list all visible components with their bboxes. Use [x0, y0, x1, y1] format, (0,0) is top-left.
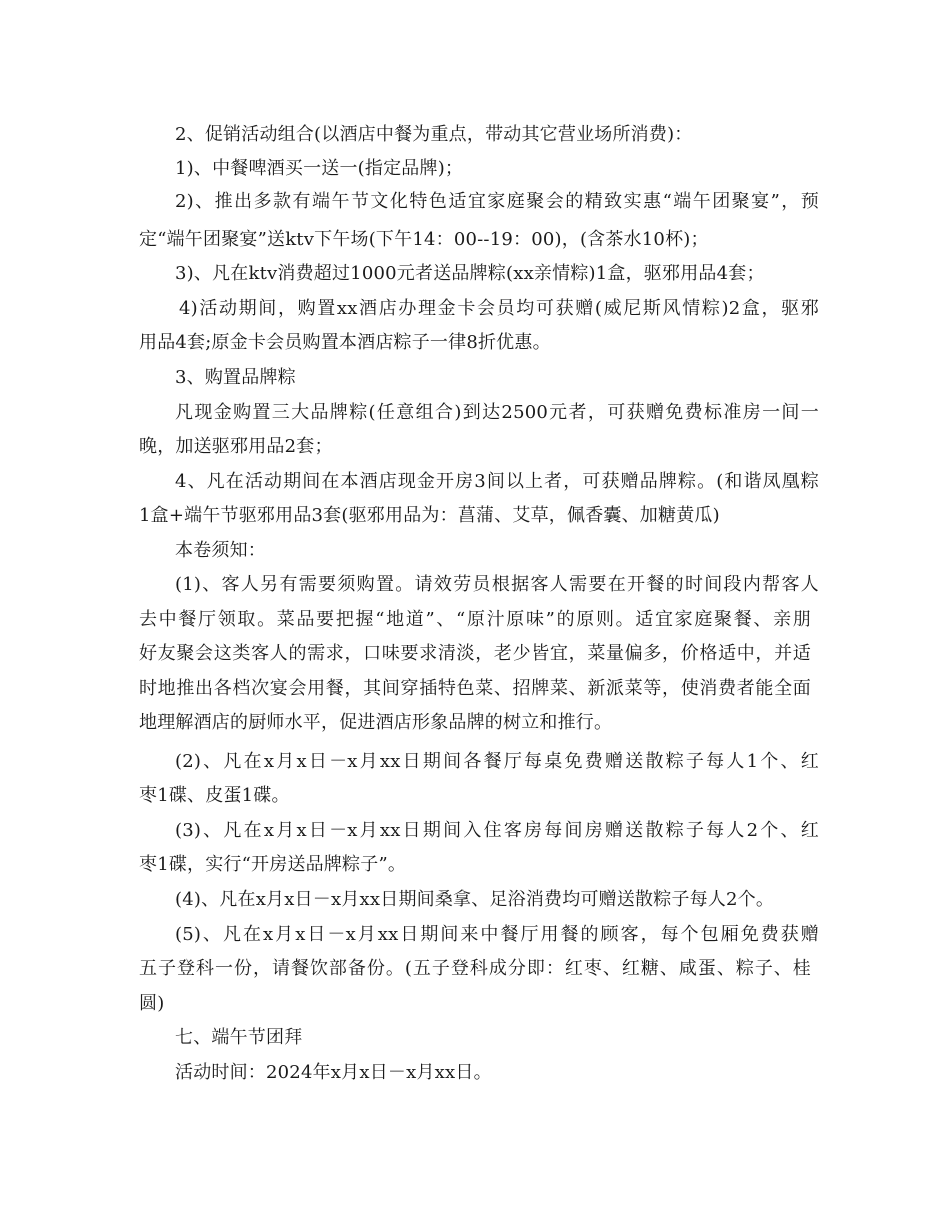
paragraph-line: 好友聚会这类客人的需求，口味要求清淡，老少皆宜，菜量偏多，价格适中，并适: [139, 643, 811, 664]
paragraph-line: 1盒+端午节驱邪用品3套(驱邪用品为：菖蒲、艾草，佩香囊、加糖黄瓜): [139, 505, 720, 526]
paragraph-line: 时地推出各档次宴会用餐，其间穿插特色菜、招牌菜、新派菜等，使消费者能全面: [139, 678, 811, 699]
paragraph-line: 4)活动期间，购置xx酒店办理金卡会员均可获赠(威尼斯风情粽)2盒，驱邪: [179, 298, 819, 319]
paragraph-line: 枣1碟，实行“开房送品牌粽子”。: [139, 854, 407, 875]
paragraph-line: 枣1碟、皮蛋1碟。: [139, 785, 290, 806]
paragraph-line: 去中餐厅领取。菜品要把握“地道”、“原汁原味”的原则。适宜家庭聚餐、亲朋: [139, 609, 811, 630]
paragraph-line: 3)、凡在ktv消费超过1000元者送品牌粽(xx亲情粽)1盒，驱邪用品4套；: [175, 263, 765, 284]
paragraph-line: 晚，加送驱邪用品2套；: [139, 436, 333, 457]
paragraph-line: (2)、凡在x月x日－x月xx日期间各餐厅每桌免费赠送散粽子每人1个、红: [175, 751, 819, 772]
paragraph-line: 1)、中餐啤酒买一送一(指定品牌)；: [175, 158, 464, 179]
paragraph-line: 凡现金购置三大品牌粽(任意组合)到达2500元者，可获赠免费标准房一间一: [175, 402, 819, 423]
paragraph-line: (5)、凡在x月x日－x月xx日期间来中餐厅用餐的顾客，每个包厢免费获赠: [175, 924, 819, 945]
paragraph-line: (4)、凡在x月x日－x月xx日期间桑拿、足浴消费均可赠送散粽子每人2个。: [175, 889, 775, 910]
paragraph-line: 4、凡在活动期间在本酒店现金开房3间以上者，可获赠品牌粽。(和谐凤凰粽: [175, 471, 819, 492]
paragraph-line: 地理解酒店的厨师水平，促进酒店形象品牌的树立和推行。: [139, 712, 613, 733]
paragraph-line: 定“端午团聚宴”送ktv下午场(下午14：00--19：00)，(含茶水10杯)；: [139, 229, 709, 250]
paragraph-line: 圆): [139, 993, 165, 1014]
paragraph-line: 2)、推出多款有端午节文化特色适宜家庭聚会的精致实惠“端午团聚宴”，预: [175, 191, 819, 212]
paragraph-line: 五子登科一份，请餐饮部备份。(五子登科成分即：红枣、红糖、咸蛋、粽子、桂: [139, 958, 811, 979]
paragraph-line: (3)、凡在x月x日－x月xx日期间入住客房每间房赠送散粽子每人2个、红: [175, 820, 819, 841]
section-heading: 3、购置品牌粽: [175, 367, 296, 388]
paragraph-line: 2、促销活动组合(以酒店中餐为重点，带动其它营业场所消费)：: [175, 124, 693, 145]
paragraph-line: (1)、客人另有需要须购置。请效劳员根据客人需要在开餐的时间段内帮客人: [175, 574, 819, 595]
section-heading: 七、端午节团拜: [175, 1027, 303, 1048]
section-heading: 本卷须知：: [175, 540, 266, 561]
paragraph-line: 用品4套;原金卡会员购置本酒店粽子一律8折优惠。: [139, 332, 551, 353]
paragraph-line: 活动时间：2024年x月x日－x月xx日。: [175, 1062, 492, 1083]
